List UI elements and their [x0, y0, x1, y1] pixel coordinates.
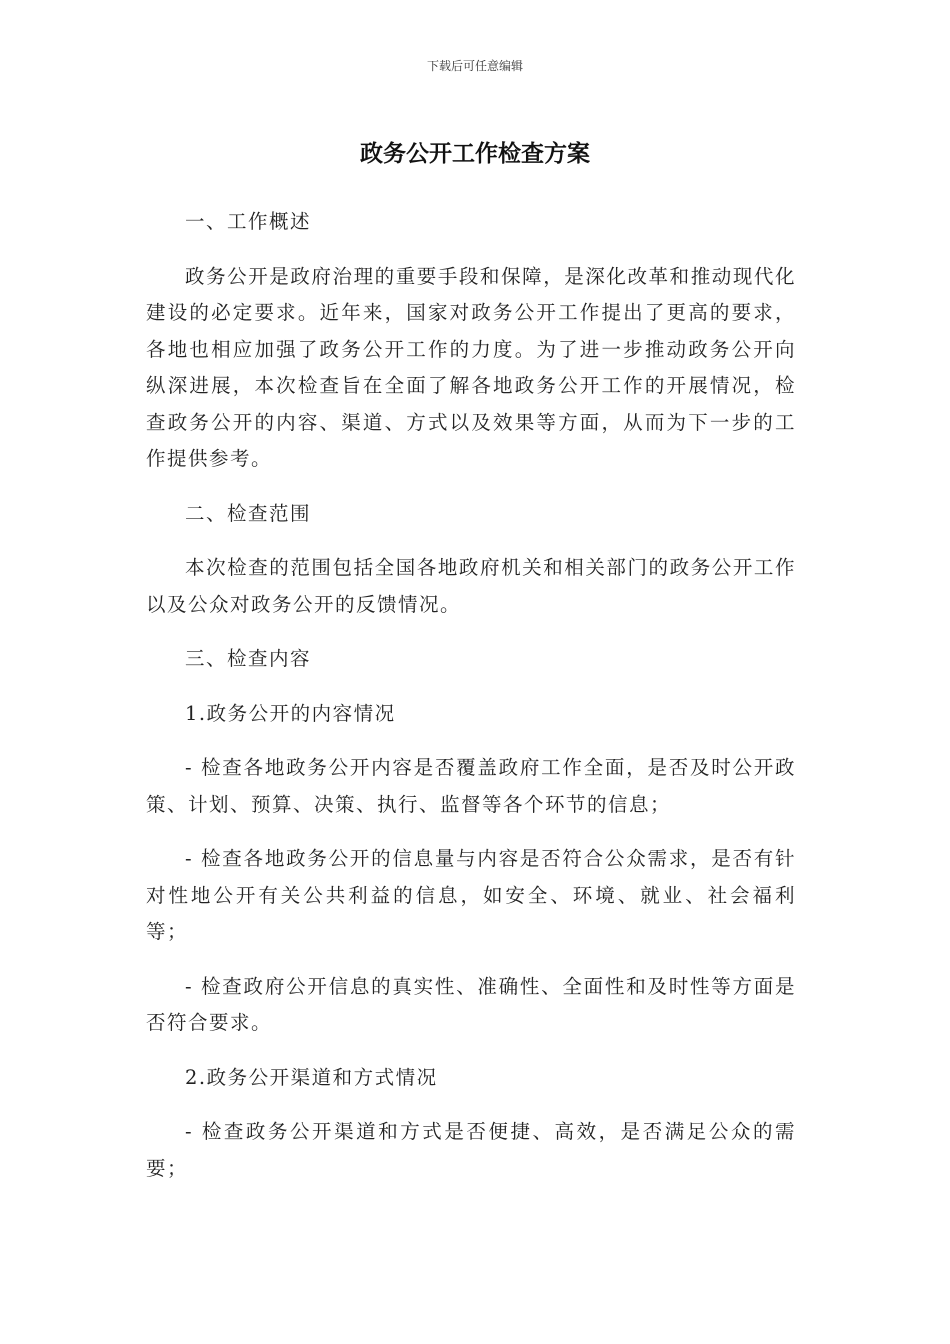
bullet-content-1: - 检查各地政务公开内容是否覆盖政府工作全面，是否及时公开政策、计划、预算、决策、执行、监督等各个环节的信息；	[146, 756, 796, 816]
bullet-content-2: - 检查各地政务公开的信息量与内容是否符合公众需求，是否有针对性地公开有关公共利益的信息，如安全、环境、就业、社会福利等；	[146, 847, 796, 943]
paragraph-scope: 本次检查的范围包括全国各地政府机关和相关部门的政务公开工作以及公众对政务公开的反馈情况。	[146, 556, 796, 616]
bullet-channels-1: - 检查政务公开渠道和方式是否便捷、高效，是否满足公众的需要；	[146, 1120, 796, 1180]
section-heading-overview: 一、工作概述	[185, 210, 312, 233]
bullet-content-3: - 检查政府公开信息的真实性、准确性、全面性和及时性等方面是否符合要求。	[146, 974, 796, 1034]
document-body	[146, 204, 796, 1205]
subheading-channels: 2.政务公开渠道和方式情况	[185, 1065, 438, 1089]
subheading-content-status: 1.政务公开的内容情况	[185, 701, 396, 725]
header-note: 下载后可任意编辑	[426, 59, 523, 73]
paragraph-overview: 政务公开是政府治理的重要手段和保障，是深化改革和推动现代化建设的必定要求。近年来，国家对政务公开工作提出了更高的要求，各地也相应加强了政务公开工作的力度。为了进一步推动政务公开向纵深进展，本次检查旨在全面了解各地政务公开工作的开展情况，检查政务公开的内容、渠道、方式以及效果等方面，从而为下一步的工作提供参考。	[146, 264, 796, 470]
section-heading-content: 三、检查内容	[185, 647, 312, 670]
section-heading-scope: 二、检查范围	[185, 501, 312, 525]
document-title: 政务公开工作检查方案	[360, 141, 590, 167]
